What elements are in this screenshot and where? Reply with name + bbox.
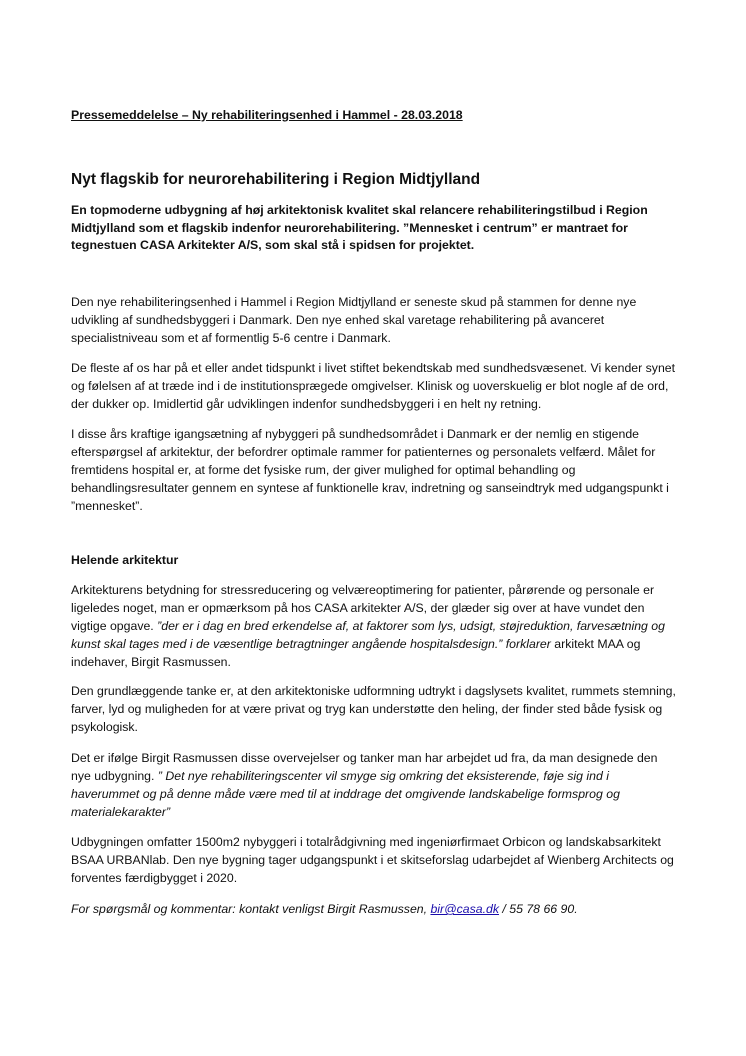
paragraph-6-quote: ” Det nye rehabiliteringscenter vil smyge sig omkring det eksisterende, føje sig ind i haverummet og på denne måde være med til at inddrage det omgivende landskabelige formsprog og materialekarakter” — [71, 769, 620, 819]
contact-email-link[interactable]: bir@casa.dk — [430, 902, 499, 916]
paragraph-4-quote: ”der er i dag en bred erkendelse af, at faktorer som lys, udsigt, støjreduktion, farvesætning og kunst skal tages med i de væsentlige betragtninger angående hospitalsdesign.” forklarer — [71, 619, 665, 651]
paragraph-4 — [71, 581, 679, 671]
paragraph-6 — [71, 749, 679, 821]
paragraph-1: Den nye rehabiliteringsenhed i Hammel i Region Midtjylland er seneste skud på stammen for denne nye udvikling af sundhedsbyggeri i Danmark. Den nye enhed skal varetage rehabilitering på avanceret specialistniveau som et af formentlig 5-6 centre i Danmark. — [71, 295, 637, 345]
section-heading: Helende arkitektur — [71, 553, 179, 567]
paragraph-3: I disse års kraftige igangsætning af nybyggeri på sundhedsområdet i Danmark er der nemlig en stigende efterspørgsel af arkitektur, der befordrer optimale rammer for patienternes og personalets velfærd. Målet for fremtidens hospital er, at forme det fysiske rum, der giver mulighed for optimal behandling og behandlingsresultater gennem en syntese af funktionelle krav, indretning og sanseindtryk med udgangspunkt i ”mennesket”. — [71, 427, 669, 513]
contact-phone: / 55 78 66 90. — [499, 902, 578, 916]
paragraph-2: De fleste af os har på et eller andet tidspunkt i livet stiftet bekendtskab med sundhedsvæsenet. Vi kender synet og følelsen af at træde ind i de institutionsprægede omgivelser. Klinisk og uoverskuelig er blot nogle af de ord, der dukker op. Imidlertid går udviklingen indenfor sundhedsbyggeri i en helt ny retning. — [71, 361, 676, 411]
press-release-header: Pressemeddelelse – Ny rehabiliteringsenhed i Hammel - 28.03.2018 — [71, 108, 463, 122]
paragraph-4-attribution: arkitekt MAA og indehaver, Birgit Rasmussen. — [71, 637, 641, 669]
article-title: Nyt flagskib for neurorehabilitering i Region Midtjylland — [71, 171, 481, 188]
paragraph-5: Den grundlæggende tanke er, at den arkitektoniske udformning udtrykt i dagslysets kvalitet, rummets stemning, farver, lyd og muligheden for at være privat og tryg kan understøtte den heling, der finder sted både fysisk og psykologisk. — [71, 684, 676, 734]
lead-paragraph: En topmoderne udbygning af høj arkitektonisk kvalitet skal relancere rehabiliteringstilbud i Region Midtjylland som et flagskib indenfor neurorehabilitering. ”Mennesket i centrum” er mantraet for tegnestuen CASA Arkitekter A/S, som skal stå i spidsen for projektet. — [71, 203, 648, 253]
contact-line — [71, 900, 679, 918]
contact-prefix: For spørgsmål og kommentar: kontakt venligst Birgit Rasmussen, — [71, 902, 431, 916]
paragraph-6-text: Det er ifølge Birgit Rasmussen disse overvejelser og tanker man har arbejdet ud fra, da man designede den nye udbygning. — [71, 751, 658, 783]
paragraph-7: Udbygningen omfatter 1500m2 nybyggeri i totalrådgivning med ingeniørfirmaet Orbicon og landskabsarkitekt BSAA URBANlab. Den nye bygning tager udgangspunkt i et skitseforslag udarbejdet af Wienberg Architects og forventes færdigbygget i 2020. — [71, 835, 674, 885]
paragraph-4-text: Arkitekturens betydning for stressreducering og velværeoptimering for patienter, pårørende og personale er ligeledes noget, man er opmærksom på hos CASA arkitekter A/S, der glæder sig over at have vundet den vigtige opgave. — [71, 583, 655, 633]
